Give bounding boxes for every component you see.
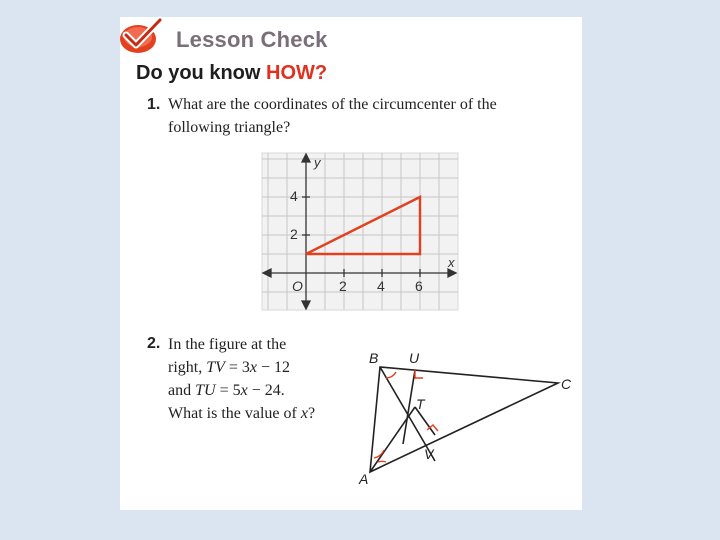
label-a: A: [359, 471, 369, 487]
q2-text-segment: − 12: [257, 359, 291, 376]
q2-variable-tu: TU: [195, 382, 216, 399]
y-tick-label: 4: [290, 188, 298, 204]
x-tick-label: 6: [415, 278, 423, 294]
question-1-number: 1.: [147, 96, 161, 113]
question-2-line-1: In the figure at the: [168, 336, 287, 353]
checkmark-icon: [118, 17, 164, 55]
label-b: B: [369, 350, 379, 366]
segment-u-perpendicular: [403, 370, 415, 444]
q2-text-segment: What is the value of: [168, 405, 301, 422]
q2-text-segment: = 3: [224, 359, 250, 376]
question-1-line-2: following triangle?: [168, 119, 291, 136]
q2-variable-tv: TV: [206, 359, 225, 376]
origin-label: O: [292, 278, 303, 294]
section-subtitle: [136, 62, 327, 85]
figure-lines: [370, 367, 558, 472]
question-2-text: [168, 333, 315, 425]
q2-text-segment: ?: [307, 405, 316, 422]
q2-variable-x: x: [300, 405, 308, 422]
x-tick-label: 2: [339, 278, 347, 294]
question-1-text: [168, 93, 497, 139]
q2-text-segment: = 5: [215, 382, 241, 399]
triangle-figure: [360, 332, 572, 492]
coordinate-graph: [262, 153, 460, 313]
y-axis-label: y: [314, 155, 321, 170]
question-1-line-1: What are the coordinates of the circumcenter of the: [168, 96, 497, 113]
question-2-line-3: [168, 379, 315, 402]
q2-text-segment: right,: [168, 359, 207, 376]
question-2-number: 2.: [147, 335, 161, 352]
lesson-page: [120, 17, 582, 510]
question-2-line-2: [168, 356, 315, 379]
x-tick-label: 4: [377, 278, 385, 294]
y-tick-label: 2: [290, 226, 298, 242]
label-u: U: [409, 350, 420, 366]
label-v: V: [424, 446, 434, 462]
segment-a-t: [370, 407, 415, 472]
question-2-line-4: [168, 402, 315, 425]
q2-text-segment: and: [168, 382, 196, 399]
q2-variable-x: x: [240, 382, 248, 399]
triangle-abc: [370, 367, 558, 472]
x-axis-label: x: [448, 255, 455, 270]
subtitle-prefix: Do you know: [136, 62, 266, 84]
subtitle-highlight: HOW?: [266, 62, 328, 84]
section-title: Lesson Check: [176, 27, 328, 52]
label-t: T: [416, 396, 425, 412]
q2-variable-x: x: [249, 359, 258, 376]
q2-text-segment: − 24.: [247, 382, 285, 399]
label-c: C: [561, 376, 572, 392]
